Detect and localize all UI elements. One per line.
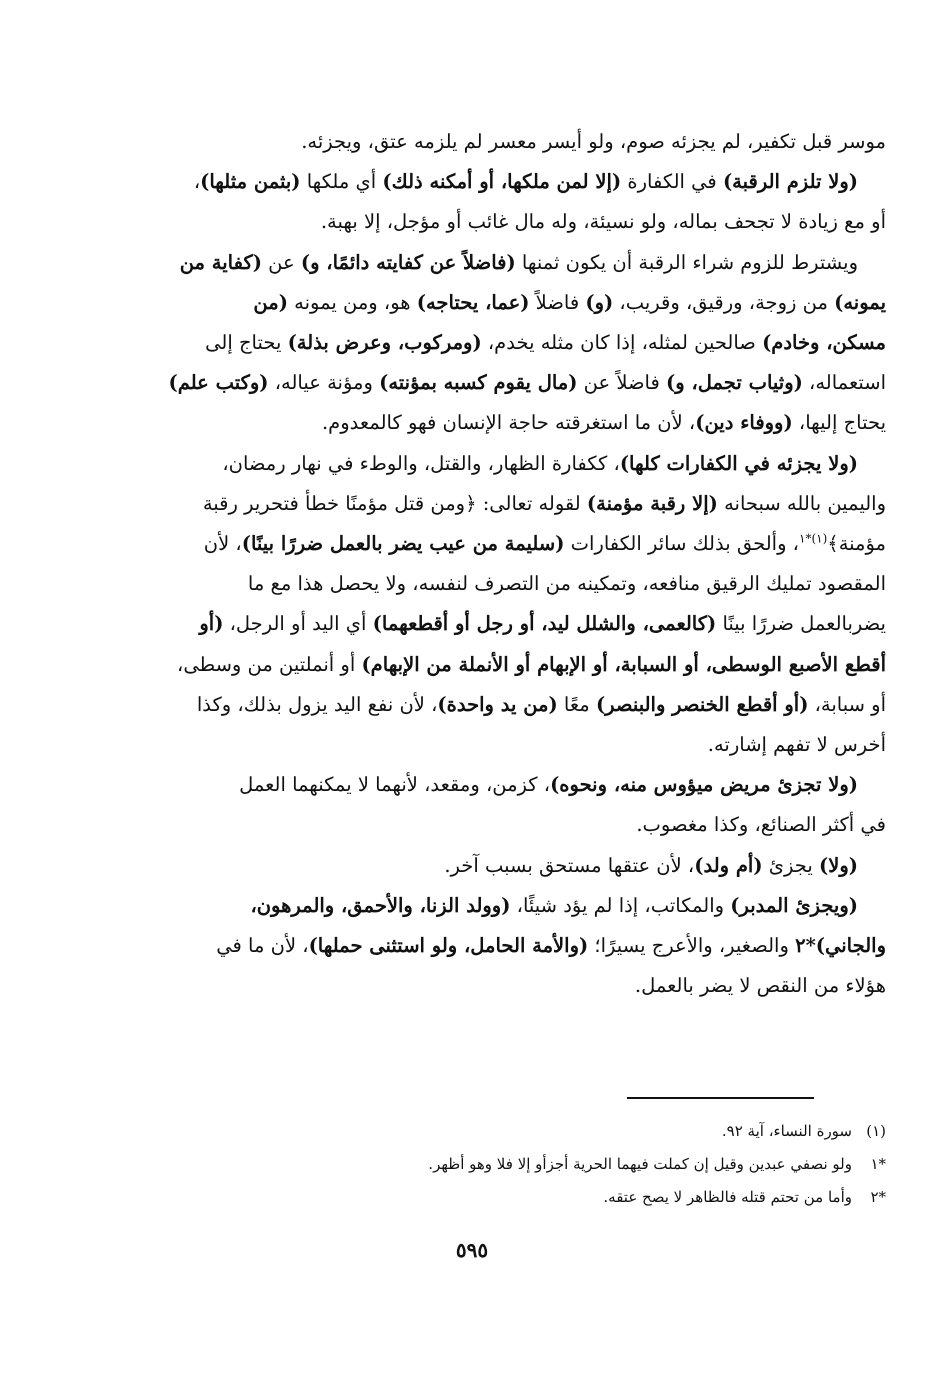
text-line xyxy=(78,484,886,524)
footnote xyxy=(78,1181,886,1214)
text-line xyxy=(78,243,886,283)
sharh-text: من زوجة، ورقيق، وقريب، xyxy=(613,290,835,314)
sharh-text: ، xyxy=(193,170,201,194)
text-line xyxy=(78,685,886,725)
sharh-text: واليمين بالله سبحانه xyxy=(717,491,886,515)
sharh-text: أو مع زيادة لا تجحف بماله، ولو نسيئة، وله مال غائب أو مؤجل، إلا بهبة. xyxy=(320,210,886,234)
matn-text: (وثياب تجمل، و) xyxy=(666,371,803,395)
matn-text: (و) xyxy=(585,290,614,314)
sharh-text: لقوله تعالى: ﴿ومن قتل مؤمنًا خطأ فتحرير رقبة xyxy=(202,491,587,515)
matn-text: (كفاية من xyxy=(179,250,262,274)
sharh-text: هو، ومن يمونه xyxy=(287,290,417,314)
sharh-text: المقصود تمليك الرقيق منافعه، وتمكينه من التصرف لنفسه، ولا يحصل هذا مع ما xyxy=(247,572,886,596)
matn-text: (والأمة الحامل، ولو استثنى حملها) xyxy=(308,934,589,958)
footnote-reference: (١)*١ xyxy=(798,531,828,546)
text-line xyxy=(78,725,886,765)
matn-text: (بثمن مثلها) xyxy=(200,170,301,194)
text-line xyxy=(78,966,886,1006)
text-line xyxy=(78,323,886,363)
sharh-text: ومؤنة عياله، xyxy=(268,371,380,395)
sharh-text: أي اليد أو الرجل، xyxy=(223,612,373,636)
sharh-text: والصغير، والأعرج يسيرًا؛ xyxy=(588,934,796,958)
sharh-text: ، لأن ما استغرقته حاجة الإنسان فهو كالمعدوم. xyxy=(321,411,696,435)
sharh-text: فاضلاً عن xyxy=(577,371,667,395)
footnote xyxy=(78,1115,886,1148)
matn-text: (سليمة من عيب يضر بالعمل ضررًا بينًا) xyxy=(241,532,565,556)
matn-text: (ولا تجزئ مريض ميؤوس منه، ونحوه) xyxy=(550,773,858,797)
matn-text: (إلا رقبة مؤمنة) xyxy=(586,491,718,515)
matn-text: (ولا تلزم الرقبة) xyxy=(722,170,858,194)
sharh-text: هؤلاء من النقص لا يضر بالعمل. xyxy=(634,974,886,998)
matn-text: (ووفاء دين) xyxy=(695,411,793,435)
sharh-text: أو سبابة، xyxy=(808,692,886,716)
matn-text: والجاني)*٢ xyxy=(795,934,886,958)
matn-text: (أم ولد) xyxy=(694,853,763,877)
sharh-text: والمكاتب، إذا لم يؤد شيئًا، xyxy=(510,893,731,917)
footnote-marker: *٢ xyxy=(870,1188,886,1206)
matn-text: مسكن، وخادم) xyxy=(762,331,886,355)
sharh-text: أخرس لا تفهم إشارته. xyxy=(707,733,886,757)
matn-text: (وكتب علم) xyxy=(168,371,269,395)
page-number: ٥٩٥ xyxy=(455,1238,489,1262)
matn-text: (أو أقطع الخنصر والبنصر) xyxy=(595,692,809,716)
text-line xyxy=(78,524,886,564)
matn-text: (ولا) xyxy=(819,853,858,877)
footnotes xyxy=(78,1115,886,1214)
sharh-text: في أكثر الصنائع، وكذا مغصوب. xyxy=(636,813,886,837)
matn-text: (وولد الزنا، والأحمق، والمرهون، xyxy=(250,893,511,917)
sharh-text: يضربالعمل ضررًا بينًا xyxy=(716,612,886,636)
sharh-text: استعماله، xyxy=(802,371,886,395)
matn-text: (ومركوب، وعرض بذلة) xyxy=(287,331,482,355)
sharh-text: ، ككفارة الظهار، والقتل، والوطء في نهار رمضان، xyxy=(222,451,620,475)
footnote-separator xyxy=(627,1097,814,1099)
sharh-text: ، لأن ما في xyxy=(216,934,309,958)
sharh-text: أو أنملتين من وسطى، xyxy=(177,652,362,676)
sharh-text: عن xyxy=(261,250,301,274)
matn-text: (أو xyxy=(199,612,224,636)
matn-text: (فاضلاً عن كفايته دائمًا، و) xyxy=(300,250,516,274)
matn-text: (كالعمى، والشلل ليد، أو رجل أو أقطعهما) xyxy=(372,612,717,636)
sharh-text: ، لأن عتقها مستحق بسبب آخر. xyxy=(444,853,695,877)
matn-text: (ولا يجزئه في الكفارات كلها) xyxy=(619,451,858,475)
text-line xyxy=(78,444,886,484)
text-line xyxy=(78,363,886,403)
text-line xyxy=(78,886,886,926)
sharh-text: أي ملكها xyxy=(300,170,383,194)
sharh-text: ، لأن نفع اليد يزول بذلك، وكذا xyxy=(196,692,438,716)
matn-text: (إلا لمن ملكها، أو أمكنه ذلك) xyxy=(382,170,622,194)
footnote-text: سورة النساء، آية ٩٢. xyxy=(721,1122,852,1140)
sharh-text: ، كزمن، ومقعد، لأنهما لا يمكنهما العمل xyxy=(239,773,551,797)
footnote-marker: (١) xyxy=(866,1122,886,1140)
text-line xyxy=(78,604,886,644)
matn-text: (مال يقوم كسبه بمؤنته) xyxy=(379,371,578,395)
text-line xyxy=(78,846,886,886)
matn-text: (من xyxy=(253,290,288,314)
footnote-text: ولو نصفي عبدين وقيل إن كملت فيهما الحرية أجزأو إلا فلا وهو أظهر. xyxy=(428,1155,852,1173)
sharh-text: فاضلاً xyxy=(529,290,586,314)
sharh-text: صالحين لمثله، إذا كان مثله يخدم، xyxy=(481,331,763,355)
sharh-text: مؤمنة﴾ xyxy=(827,532,886,556)
matn-text: (ويجزئ المدبر) xyxy=(730,893,858,917)
text-line xyxy=(78,805,886,845)
sharh-text: ، لأن xyxy=(203,532,242,556)
matn-text: (من يد واحدة) xyxy=(437,692,558,716)
sharh-text: يحتاج إلى xyxy=(205,331,288,355)
text-line xyxy=(78,403,886,443)
text-line xyxy=(78,926,886,966)
text-line xyxy=(78,162,886,202)
matn-text: يمونه) xyxy=(834,290,886,314)
sharh-text: موسر قبل تكفير، لم يجزئه صوم، ولو أيسر معسر لم يلزمه عتق، ويجزئه. xyxy=(301,130,886,153)
sharh-text: في الكفارة xyxy=(621,170,723,194)
text-line xyxy=(78,283,886,323)
text-line xyxy=(78,564,886,604)
matn-text: أقطع الأصبع الوسطى، أو السبابة، أو الإبهام أو الأنملة من الإبهام) xyxy=(361,652,886,676)
sharh-text: ويشترط للزوم شراء الرقبة أن يكون ثمنها xyxy=(515,250,858,274)
text-line xyxy=(78,202,886,242)
sharh-text: يحتاج إليها، xyxy=(792,411,886,435)
text-line xyxy=(78,122,886,162)
sharh-text: معًا xyxy=(557,692,596,716)
main-text xyxy=(78,122,886,1006)
matn-text: (عما، يحتاجه) xyxy=(416,290,530,314)
footnote-marker: *١ xyxy=(870,1155,886,1173)
footnote-text: وأما من تحتم قتله فالظاهر لا يصح عتقه. xyxy=(603,1188,852,1206)
text-line xyxy=(78,765,886,805)
text-line xyxy=(78,645,886,685)
sharh-text: يجزئ xyxy=(762,853,819,877)
footnote xyxy=(78,1148,886,1181)
sharh-text: ، وألحق بذلك سائر الكفارات xyxy=(564,532,799,556)
